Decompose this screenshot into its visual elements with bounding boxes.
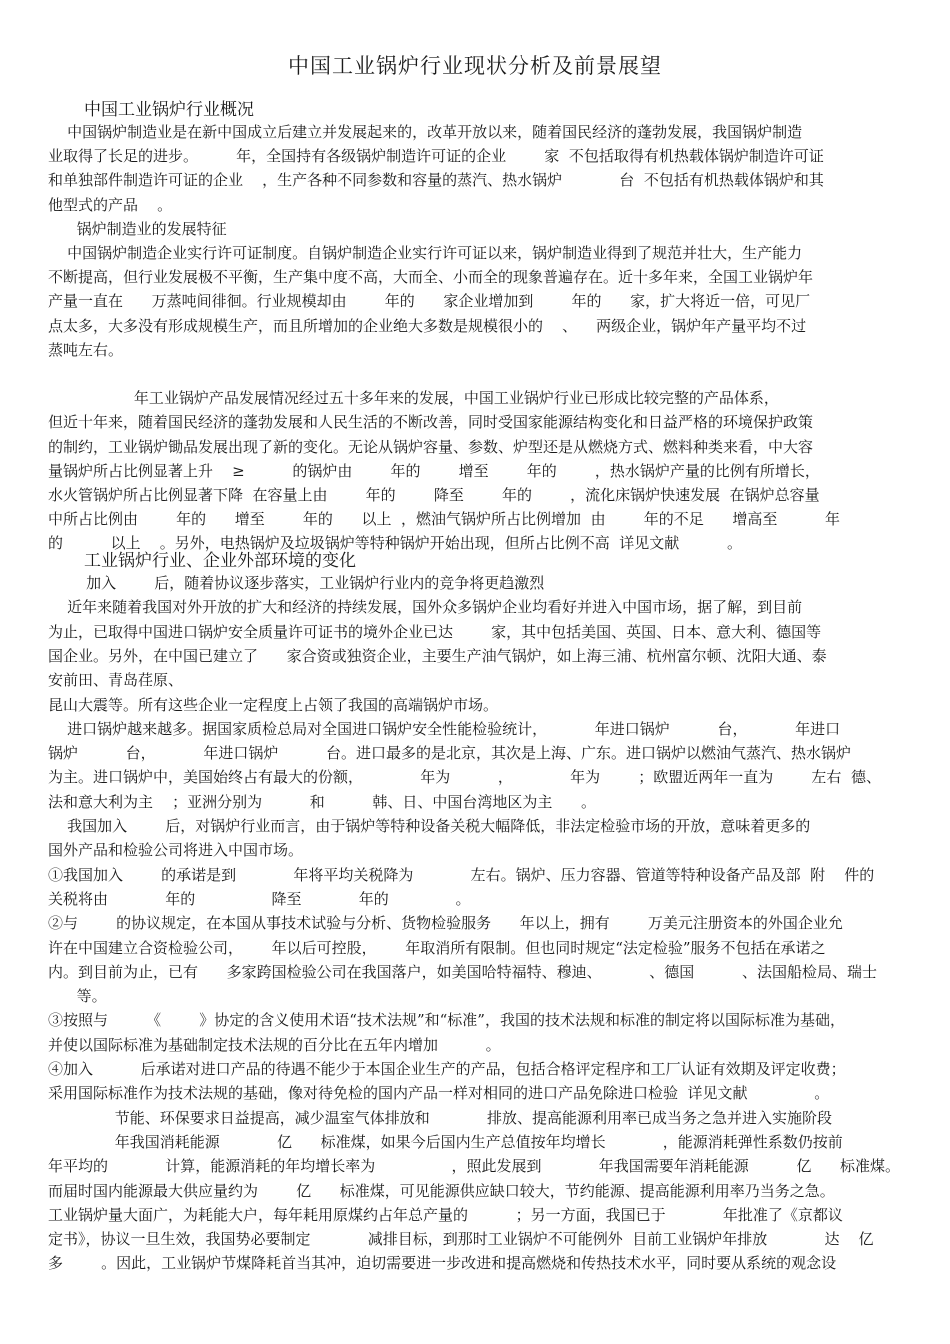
body-line: 内。到目前为止，已有 多家跨国检验公司在我国落户，如美国哈特福特、穆迪、 、德国 、法国船检局、瑞士: [48, 962, 877, 981]
body-line: 加入 后，随着协议逐步落实，工业锅炉行业内的竞争将更趋激烈: [48, 574, 545, 592]
body-line: 中所占比例由 年的 增至 年的 以上 ，燃油气锅炉所占比例增加 由 年的不足 增高至 年: [48, 510, 841, 529]
body-line: 的制约，工业锅炉锄品发展出现了新的变化。无论从锅炉容量、参数、炉型还是从燃烧方式、燃料种类来看，中大容: [48, 437, 814, 456]
body-line: 安前田、青岛荏原、: [48, 671, 184, 690]
body-line: 点太多，大多没有形成规模生产，而且所增加的企业绝大多数是规模很小的 、 两级企业，锅炉年产量平均不过: [48, 316, 807, 335]
section-heading-environment: 工业锅炉行业、企业外部环境的变化: [84, 551, 356, 571]
document-title: 中国工业锅炉行业现状分析及前景展望: [288, 54, 662, 78]
body-line: 蒸吨左右。: [48, 340, 124, 359]
body-line: 的 以上 。另外，电热锅炉及垃圾锅炉等特种锅炉开始出现，但所占比例不高 详见文献 。: [48, 534, 742, 553]
body-line: 年工业锅炉产品发展情况经过五十多年来的发展，中国工业锅炉行业已形成比较完整的产品体系，: [48, 389, 779, 408]
body-line: 年平均的 计算，能源消耗的年均增长率为 ，照此发展到 年我国需要年消耗能源 亿 标准煤。: [48, 1157, 901, 1176]
body-line: 为主。进口锅炉中，美国始终占有最大的份额， 年为 ， 年为 ；欧盟近两年一直为 左右 德、: [48, 768, 881, 787]
body-line: 许在中国建立合资检验公司， 年以后可控股， 年取消所有限制。但也同时规定“法定检验”服务不包括在承诺之: [48, 938, 826, 957]
body-line: 中国锅炉制造业是在新中国成立后建立并发展起来的，改革开放以来，随着国民经济的蓬勃发展，我国锅炉制造: [48, 123, 803, 141]
body-line: 不断提高，但行业发展极不平衡，生产集中度不高，大而全、小而全的现象普遍存在。近十多年来，全国工业锅炉年: [48, 268, 814, 287]
body-line: 中国锅炉制造企业实行许可证制度。自锅炉制造企业实行许可证以来，锅炉制造业得到了规范并壮大，生产能力: [48, 244, 803, 262]
body-line: 工业锅炉量大面广，为耗能大户，每年耗用原煤约占年总产量的 ；另一方面，我国已于 年批准了《京都议: [48, 1205, 843, 1224]
body-line: 锅炉制造业的发展特征: [48, 219, 227, 238]
body-line: 量锅炉所占比例显著上升 ≥ 的锅炉由 年的 增至 年的 ，热水锅炉产量的比例有所增长，: [48, 461, 820, 480]
body-line: 多 。因此，工业锅炉节煤降耗首当其冲，迫切需要进一步改进和提高燃烧和传热技术水平，同时要从系统的观念设: [48, 1254, 837, 1273]
body-line: 国企业。另外，在中国已建立了 家合资或独资企业，主要生产油气锅炉，如上海三浦、杭州富尔顿、沈阳大通、泰: [48, 646, 827, 665]
body-line: 年我国消耗能源 亿 标准煤，如果今后国内生产总值按年均增长 ，能源消耗弹性系数仍按前: [48, 1132, 843, 1151]
body-line: 水火管锅炉所占比例显著下降 在容量上由 年的 降至 年的 ，流化床锅炉快速发展 在锅炉总容量: [48, 486, 820, 504]
body-line: ①我国加入 的承诺是到 年将平均关税降为 左右。锅炉、压力容器、管道等特种设备产品及部 附 件的: [48, 865, 875, 884]
body-line: 他型式的产品 。: [48, 195, 173, 214]
body-line: 昆山大震等。所有这些企业一定程度上占领了我国的高端锅炉市场。: [48, 695, 499, 714]
body-line: 为止，已取得中国进口锅炉安全质量许可证书的境外企业已达 家，其中包括美国、英国、日本、意大利、德国等: [48, 622, 822, 641]
body-line: 定书》，协议一旦生效，我国势必要制定 减排目标，到那时工业锅炉不可能例外 目前工业锅炉年排放 达 亿: [48, 1230, 874, 1249]
body-line: 但近十年来，随着国民经济的蓬勃发展和人民生活的不断改善，同时受国家能源结构变化和日益严格的环境保护政策: [48, 413, 814, 432]
body-line: 并使以国际标准为基础制定技术法规的百分比在五年内增加 。: [48, 1035, 501, 1054]
body-line: 国外产品和检验公司将进入中国市场。: [48, 841, 304, 860]
body-line: 而届时国内能源最大供应量约为 亿 标准煤，可见能源供应缺口较大，节约能源、提高能源利用率乃当务之急。: [48, 1181, 835, 1200]
body-line: ④加入 后承诺对进口产品的待遇不能少于本国企业生产的产品，包括合格评定程序和工厂认证有效期及评定收费；: [48, 1060, 846, 1078]
body-line: 和单独部件制造许可证的企业 ，生产各种不同参数和容量的蒸汽、热水锅炉 台 不包括有机热载体锅炉和其: [48, 171, 824, 190]
section-heading-overview: 中国工业锅炉行业概况: [84, 100, 254, 120]
body-line: 采用国际标准作为技术法规的基础，像对待免检的国内产品一样对相同的进口产品免除进口检验 详见文献 。: [48, 1084, 830, 1103]
body-line: 业取得了长足的进步。 年，全国持有各级锅炉制造许可证的企业 家 不包括取得有机热载体锅炉制造许可证: [48, 147, 824, 166]
body-line: ③按照与 《 》协定的含义使用术语“技术法规”和“标准”，我国的技术法规和标准的制定将以国际标准为基础，: [48, 1011, 845, 1030]
body-line: ②与 的协议规定，在本国从事技术试验与分析、货物检验服务 年以上，拥有 万美元注册资本的外国企业允: [48, 914, 843, 933]
body-line: 等。: [48, 987, 107, 1006]
body-line: 锅炉 台， 年进口锅炉 台。进口最多的是北京，其次是上海、广东。进口锅炉以燃油气蒸汽、热水锅炉: [48, 744, 852, 763]
body-line: 关税将由 年的 降至 年的 。: [48, 889, 471, 908]
body-line: 进口锅炉越来越多。据国家质检总局对全国进口锅炉安全性能检验统计， 年进口锅炉 台， 年进口: [48, 719, 841, 738]
body-line: 产量一直在 万蒸吨间徘徊。行业规模却由 年的 家企业增加到 年的 家，扩大将近一倍，可见厂: [48, 292, 811, 311]
body-line: 我国加入 后，对锅炉行业而言，由于锅炉等特种设备关税大幅降低，非法定检验市场的开放，意味着更多的: [48, 817, 811, 835]
body-line: 节能、环保要求日益提高，减少温室气体排放和 排放、提高能源利用率已成当务之急并进入实施阶段: [48, 1108, 832, 1127]
body-line: 法和意大利为主 ；亚洲分别为 和 韩、日、中国台湾地区为主 。: [48, 792, 597, 811]
body-line: 近年来随着我国对外开放的扩大和经济的持续发展，国外众多锅炉企业均看好并进入中国市场，据了解，到目前: [48, 598, 803, 617]
